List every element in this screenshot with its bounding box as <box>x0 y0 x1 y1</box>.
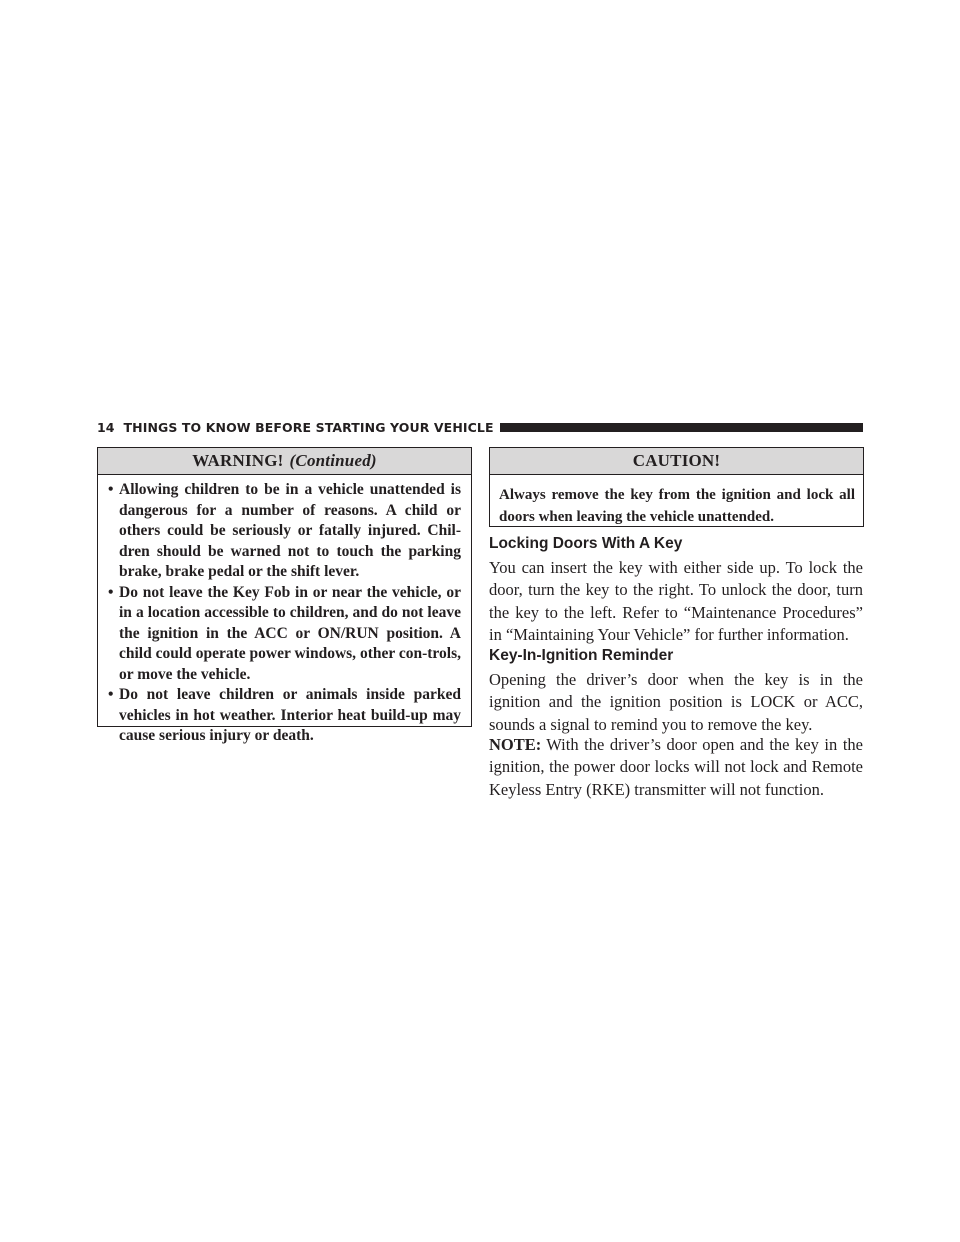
caution-box <box>489 447 864 527</box>
warning-title: WARNING! <box>192 451 284 470</box>
bullet-icon: • <box>108 481 114 498</box>
header-rule <box>500 423 863 432</box>
warning-title-bar <box>98 448 471 475</box>
caution-title: CAUTION! <box>632 451 721 470</box>
warning-item <box>108 480 461 583</box>
locking-doors-heading: Locking Doors With A Key <box>489 535 683 552</box>
warning-box <box>97 447 472 744</box>
running-header <box>97 417 863 437</box>
caution-text: Always remove the key from the ignition and lock all doors when leaving the vehicle unattended. <box>499 487 855 525</box>
bullet-icon: • <box>108 686 114 703</box>
key-reminder-heading: Key-In-Ignition Reminder <box>489 647 674 664</box>
warning-item <box>108 583 461 686</box>
page-header-text <box>97 420 494 435</box>
warning-list <box>98 475 471 747</box>
bullet-icon: • <box>108 583 114 601</box>
warning-item-text: Do not leave children or animals inside parked vehicles in hot weather. Interior heat build-up may cause serious injury or death. <box>119 686 461 744</box>
warning-item-text: Allowing children to be in a vehicle unattended is dangerous for a number of reasons. A child or others could be seriously or fatally injured. Chil-dren should be warned not to touch the parking brake, brake pedal or the shift lever. <box>119 481 461 580</box>
locking-doors-text: You can insert the key with either side up. To lock the door, turn the key to the right. To unlock the door, turn the key to the left. Refer to “Maintenance Procedures” in “Maintaining Your Vehicle” for further information. <box>489 558 863 644</box>
warning-continued: (Continued) <box>289 451 377 470</box>
note-text: With the driver’s door open and the key in the ignition, the power door locks will not lock and Remote Keyless Entry (RKE) transmitter will not function. <box>489 735 863 799</box>
warning-item <box>108 685 461 747</box>
caution-title-bar <box>490 448 863 475</box>
page-number: 14 <box>97 419 115 435</box>
key-reminder-text: Opening the driver’s door when the key is in the ignition and the ignition position is LOCK or ACC, sounds a signal to remind you to remove the key. <box>489 670 863 734</box>
warning-item-text: Do not leave the Key Fob in or near the vehicle, or in a location accessible to children, and do not leave the ignition in the ACC or ON/RUN position. A child could operate power windows, other con-trols, or move the vehicle. <box>119 583 461 683</box>
note-label: NOTE: <box>489 735 542 754</box>
note-paragraph <box>489 734 863 801</box>
running-title: THINGS TO KNOW BEFORE STARTING YOUR VEHICLE <box>123 419 494 435</box>
